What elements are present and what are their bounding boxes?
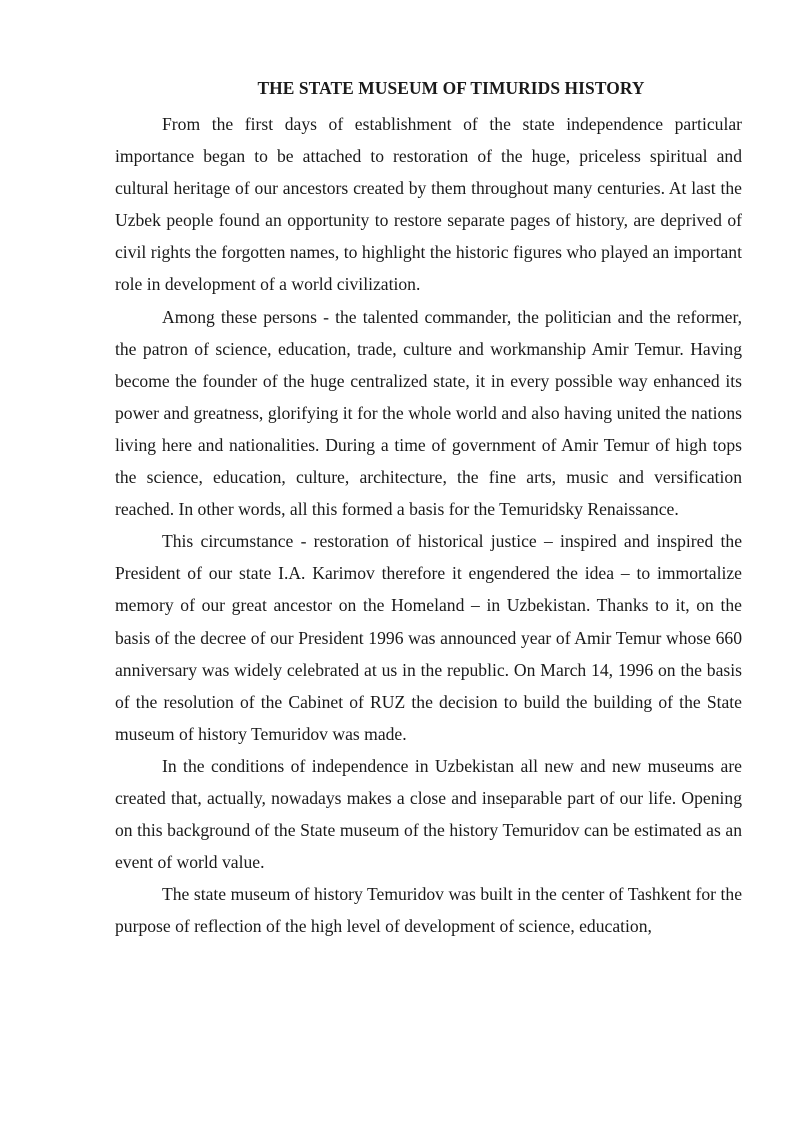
paragraph-2: Among these persons - the talented commander, the politician and the reformer, the patron of science, education, trade, culture and workmanship Amir Temur. Having become the founder of the huge centralized state, it in every possible way enhanced its power and greatness, glorifying it for the whole world and also having united the nations living here and nationalities. During a time of government of Amir Temur of high tops the science, education, culture, architecture, the fine arts, music and versification reached. In other words, all this formed a basis for the Temuridsky Renaissance. <box>115 306 742 520</box>
paragraph-3: This circumstance - restoration of historical justice – inspired and inspired the President of our state I.A. Karimov therefore it engendered the idea – to immortalize memory of our great ancestor on the Homeland – in Uzbekistan. Thanks to it, on the basis of the decree of our President 1996 was announced year of Amir Temur whose 660 anniversary was widely celebrated at us in the republic. On March 14, 1996 on the basis of the resolution of the Cabinet of RUZ the decision to build the building of the State museum of history Temuridov was made. <box>115 531 742 744</box>
paragraph-1: From the first days of establishment of the state independence particular importance began to be attached to restoration of the huge, priceless spiritual and cultural heritage of our ancestors created by them throughout many centuries. At last the Uzbek people found an opportunity to restore separate pages of history, are deprived of civil rights the forgotten names, to highlight the historic figures who played an important role in development of a world civilization. <box>115 114 742 295</box>
page-title: THE STATE MUSEUM OF TIMURIDS HISTORY <box>257 78 645 98</box>
document-page <box>115 76 742 942</box>
paragraph-5: The state museum of history Temuridov was built in the center of Tashkent for the purpose of reflection of the high level of development of science, education, <box>115 884 742 937</box>
paragraph-4: In the conditions of independence in Uzbekistan all new and new museums are created that, actually, nowadays makes a close and inseparable part of our life. Opening on this background of the State museum of the history Temuridov can be estimated as an event of world value. <box>115 755 742 873</box>
